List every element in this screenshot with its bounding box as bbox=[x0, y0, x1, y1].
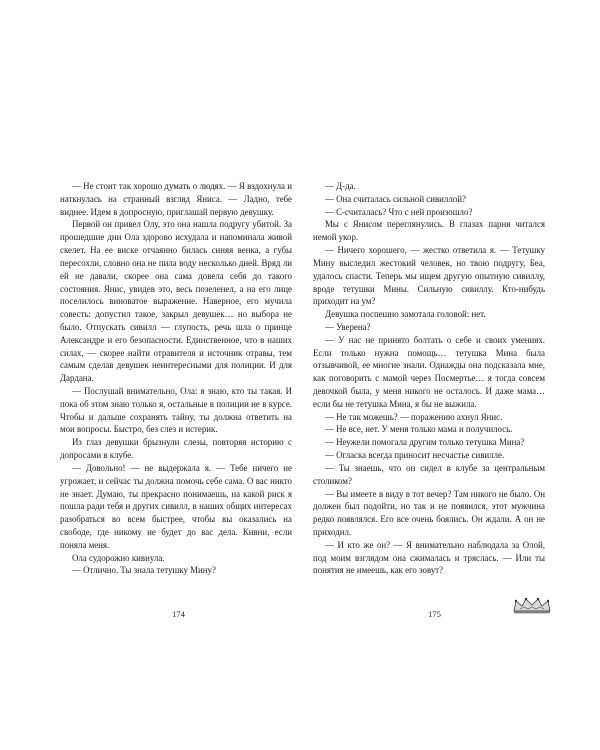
paragraph: — Она считалась сильной сивиллой? bbox=[325, 193, 466, 204]
crown-icon bbox=[512, 596, 552, 614]
paragraph: Ола судорожно кивнула. bbox=[72, 552, 165, 563]
paragraph: Мы с Янисом переглянулись. В глазах парня читался немой укор. bbox=[313, 219, 545, 243]
paragraph: — Не стоит так хорошо думать о людях. — Я вздохнула и наткнулась на странный взгляд Яниса. — Ладно, тебе виднее. Идем в допросную, приглашай первую девушку. bbox=[60, 181, 292, 217]
paragraph: — Огласка всегда приносит несчастье сивилле. bbox=[325, 450, 505, 461]
paragraph: — Отлично. Ты знала тетушку Мину? bbox=[72, 565, 216, 576]
paragraph: Первой он привел Олу, это она нашла подругу убитой. За прошедшие дни Ола здорово исхудала и напоминала живой скелет. На ее виске отчаянно билась синяя венка, а губы пересохли, словно она не пила воду несколько дней. Вряд ли ей не давали, скорее она сама довела себя до такого состояния. Янис, увидев это, весь позеленел, а на его лице поселилось виноватое выражение. Наверное, его мучила совесть: допустил такое, закрыл девушек… но выбора не было. Отпускать сивилл — глупость, речь шла о принце Александре и его безопасности. Единственное, что в наших силах, — скорее найти отравителя и источник отравы, тем самым сделав девушек неинтересными для полиции. И для Дардана. bbox=[60, 219, 292, 384]
paragraph: — С-считалась? Что с ней произошло? bbox=[325, 206, 473, 217]
paragraph: — Послушай внимательно, Ола: я знаю, кто ты такая. И пока об этом знаю только я, остальные в полиции не в курсе. Чтобы и дальше сохранять тайну, ты должна ответить на мои вопросы. Быстро, без слез и истерик. bbox=[60, 386, 292, 435]
paragraph: — Ты знаешь, что он сидел в клубе за центральным столиком? bbox=[313, 462, 545, 486]
right-page-text bbox=[313, 180, 545, 577]
paragraph: — Вы имеете в виду в тот вечер? Там никого не было. Он должен был подойти, но так и не появился, этот мужчина редко появлялся. Его все очень боялись. Он ждали. А он не приходил. bbox=[313, 488, 545, 537]
paragraph: — Не так можешь? — поражению ахнул Янис. bbox=[325, 411, 503, 422]
paragraph: — Д-да. bbox=[325, 181, 356, 191]
paragraph: — Неужели помогала другим только тетушка Мина? bbox=[325, 437, 525, 448]
paragraph: Девушка поспешно замотала головой: нет. bbox=[325, 309, 486, 320]
page-number-right: 175 bbox=[428, 609, 441, 619]
paragraph: Из глаз девушки брызнули слезы, повторяя историю с допросами в клубе. bbox=[60, 437, 292, 461]
paragraph: — Уверена? bbox=[325, 321, 371, 332]
paragraph: — Не все, нет. У меня только мама и получилось. bbox=[325, 424, 513, 435]
paragraph: — Ничего хорошего, — жестко ответила я. — Тетушку Мину выследил жестокий человек, но твою подругу, Беа, удалось спасти. Теперь мы ищем другую опытную сивиллу, вроде тетушки Мины. Сильную сивиллу. Кто-нибудь приходит на ум? bbox=[313, 245, 545, 307]
page-number-left: 174 bbox=[172, 609, 185, 619]
left-page-text bbox=[60, 180, 292, 577]
paragraph: — Довольно! — не выдержала я. — Тебе ничего не угрожает, и сейчас ты должна помочь себе сама. О вас никто не знает. Думаю, ты прекрасно понимаешь, на какой риск я пошла ради тебя и других сивилл, в наших общих интересах разобраться во всем быстрее, чтобы вы оказались на свободе, где никому не будет до вас дела. Кивни, если поняла меня. bbox=[60, 462, 292, 550]
paragraph: — У нас не принято болтать о себе и своих умениях. Если только нужна помощь… тетушка Мина была отзывчивой, ее многие знали. Однажды она подсказала мне, как поговорить с мамой через Посмертье… я тогда совсем девочкой была, у меня никого не осталось. И даже мама… если бы не тетушка Мина, я бы не выжила. bbox=[313, 334, 545, 409]
paragraph: — И кто же он? — Я внимательно наблюдала за Олой, под моим взглядом она сжималась и тряслась. — Или ты понятия не имеешь, как его зовут? bbox=[313, 539, 545, 576]
